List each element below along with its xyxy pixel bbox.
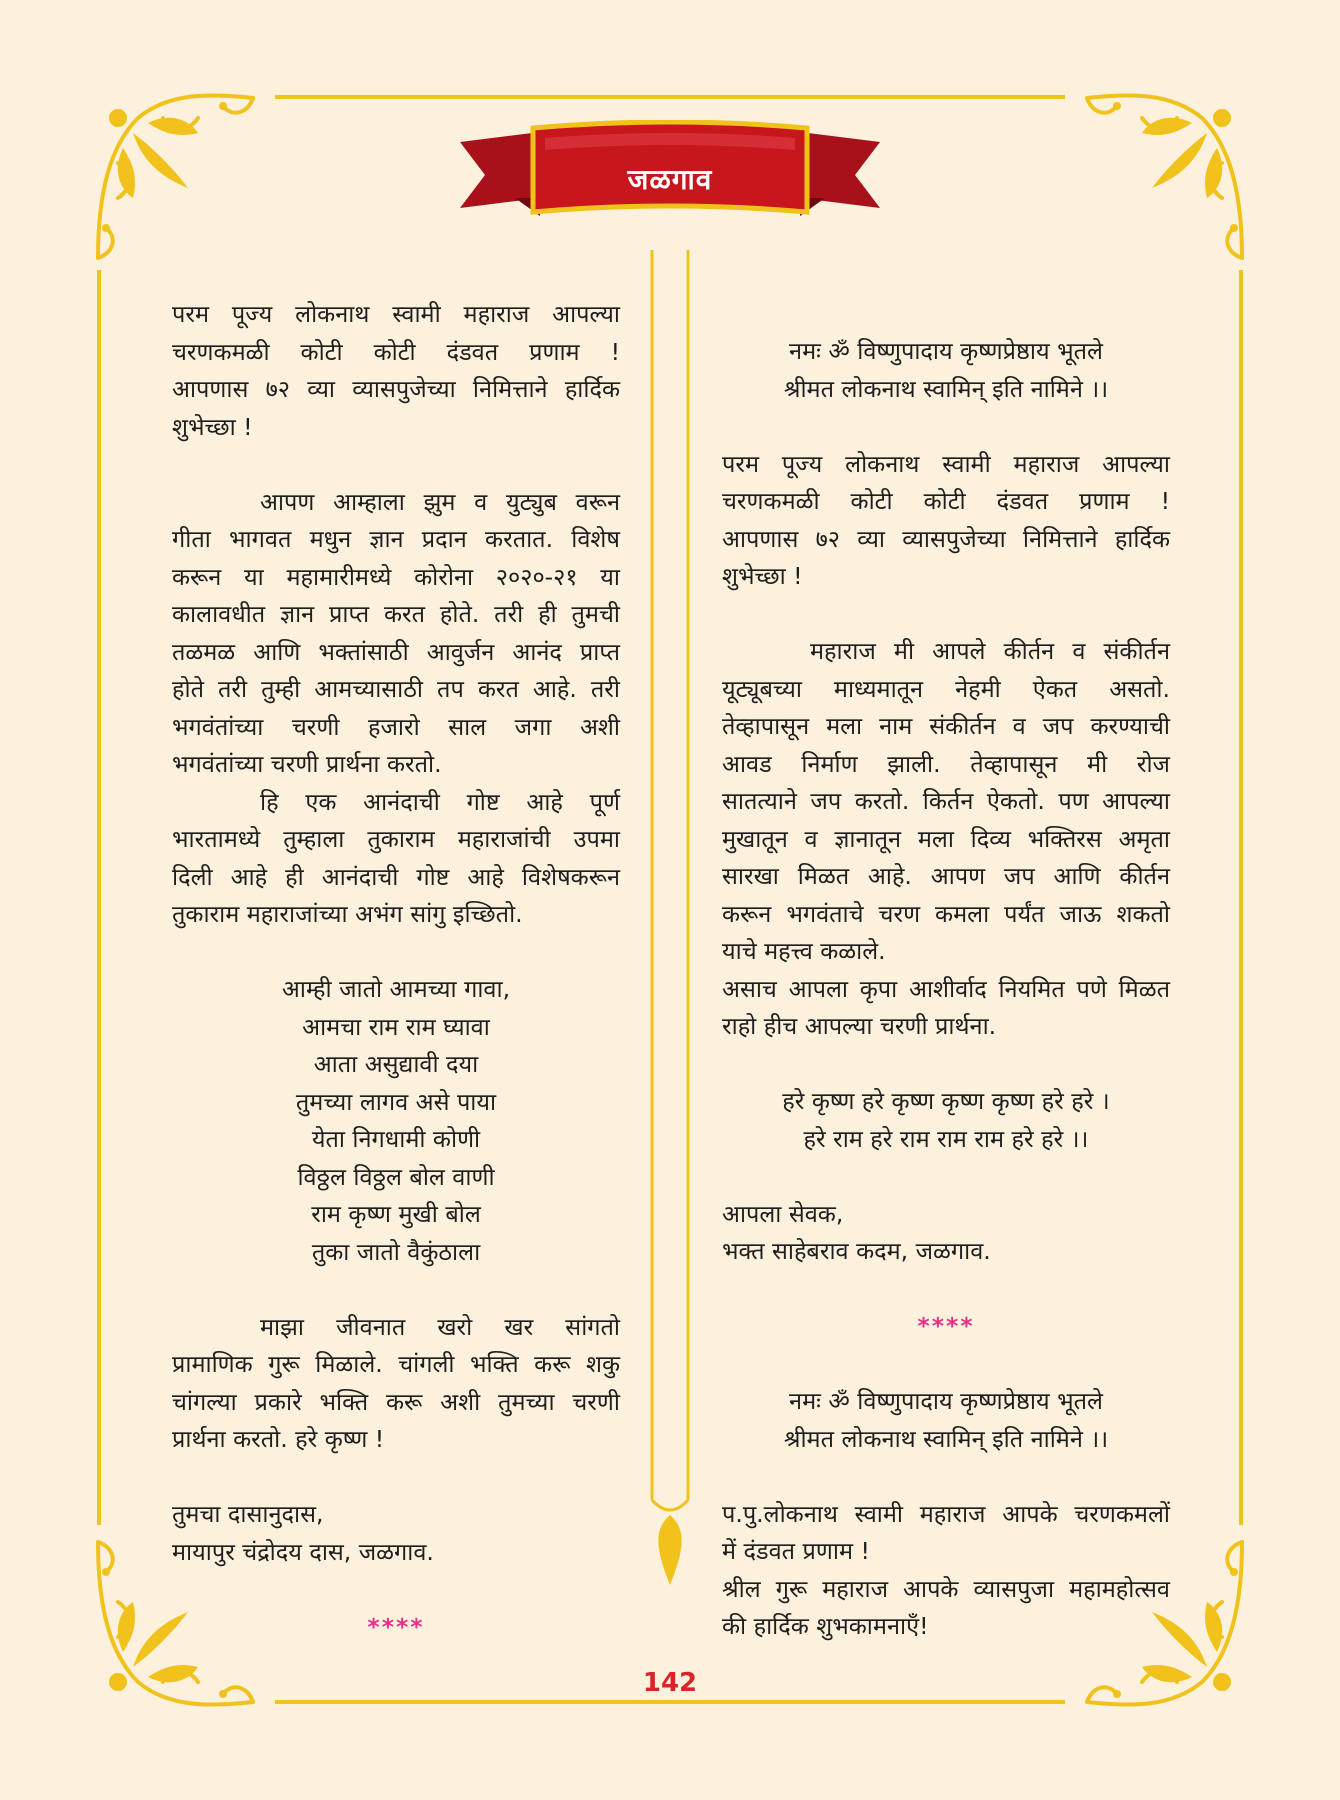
text-line: कालावधीत ज्ञान प्राप्त करत होते. तरी ही तुमची [172,600,620,628]
text-line: आपण आम्हाला झुम व युट्युब वरून [260,487,620,516]
text-line: आपणास ७२ व्या व्यासपुजेच्या निमित्ताने हार्दिक [722,524,1170,553]
text-line: भगवंतांच्या चरणी प्रार्थना करतो. [172,750,442,778]
invocation-line: श्रीमत लोकनाथ स्वामिन् इति नामिने ।। [783,374,1109,403]
text-line: करून या महामारीमध्ये कोरोना २०२०-२१ या [172,562,620,591]
text-line: गीता भागवत मधुन ज्ञान प्रदान करतात. विशेष [172,525,620,553]
text-line: प्रार्थना करतो. हरे कृष्ण ! [172,1425,385,1453]
text-line: में दंडवत प्रणाम ! [722,1537,870,1565]
text-line: श्रील गुरू महाराज आपके व्यासपुजा महामहोत्सव [722,1574,1170,1603]
signature-line: आपला सेवक, [722,1199,844,1228]
right-column [722,333,1170,1646]
text-line: शुभेच्छा ! [722,562,803,590]
section-separator: **** [917,1312,975,1340]
frame-left-line [97,270,101,1525]
text-line: आपणास ७२ व्या व्यासपुजेच्या निमित्ताने हार्दिक [172,375,620,403]
text-line: प.पु.लोकनाथ स्वामी महाराज आपके चरणकमलों [722,1499,1170,1528]
text-line: सातत्याने जप करतो. किर्तन ऐकतो. पण आपल्या [722,787,1170,815]
text-line: तुकाराम महाराजांच्या अभंग सांगु इच्छितो. [172,900,523,928]
text-line: महाराज मी आपले कीर्तन व संकीर्तन [810,637,1170,665]
text-line: माझा जीवनात खरो खर सांगतो [260,1312,620,1341]
signature-line: भक्त साहेबराव कदम, जळगाव. [722,1237,991,1265]
poem-line: आम्ही जातो आमच्या गावा, [281,975,511,1003]
frame-right-line [1239,270,1243,1525]
text-line: सारखा मिळत आहे. आपण जप आणि कीर्तन [722,862,1170,890]
text-line: की हार्दिक शुभकामनाएँ! [722,1612,929,1640]
poem-line: राम कृष्ण मुखी बोल [311,1200,481,1228]
text-line: याचे महत्त्व कळाले. [722,937,886,965]
frame-top-line [275,95,1065,99]
text-line: यूट्यूबच्या माध्यमातून नेहमी ऐकत असतो. [722,674,1170,703]
signature-line: मायापुर चंद्रोदय दास, जळगाव. [172,1537,434,1566]
poem-line: तुमच्या लागव असे पाया [295,1087,497,1116]
text-line: दिली आहे ही आनंदाची गोष्ट आहे विशेषकरून [172,862,620,891]
poem-line: आता असुद्यावी दया [313,1050,479,1078]
text-line: परम पूज्य लोकनाथ स्वामी महाराज आपल्या [172,300,620,328]
poem-line: येता निगधामी कोणी [311,1125,481,1153]
signature-line: तुमचा दासानुदास, [172,1500,324,1528]
text-line: करून भगवंताचे चरण कमला पर्यंत जाऊ शकतो [722,899,1170,928]
text-line: परम पूज्य लोकनाथ स्वामी महाराज आपल्या [722,449,1170,478]
text-line: चरणकमळी कोटी कोटी दंडवत प्रणाम ! [722,487,1170,515]
invocation-line: नमः ॐ विष्णुपादाय कृष्णप्रेष्ठाय भूतले [789,1387,1103,1415]
poem-line: आमचा राम राम घ्यावा [302,1012,490,1041]
text-line: राहो हीच आपल्या चरणी प्रार्थना. [722,1012,997,1040]
mantra-line: हरे कृष्ण हरे कृष्ण कृष्ण कृष्ण हरे हरे । [782,1087,1110,1115]
text-line: चरणकमळी कोटी कोटी दंडवत प्रणाम ! [172,337,620,366]
text-line: प्रामाणिक गुरू मिळाले. चांगली भक्ति करू शकु [172,1350,620,1378]
page-number: 142 [642,1668,698,1698]
text-line: भारतामध्ये तुम्हाला तुकाराम महाराजांची उपमा [172,825,620,853]
text-line: आवड निर्माण झाली. तेव्हापासून मी रोज [722,749,1170,778]
invocation-line: श्रीमत लोकनाथ स्वामिन् इति नामिने ।। [783,1424,1109,1453]
text-line: भगवंतांच्या चरणी हजारो साल जगा अशी [172,712,620,741]
poem-line: विठ्ठल विठ्ठल बोल वाणी [297,1162,495,1191]
text-line: तेव्हापासून मला नाम संकीर्तन व जप करण्याची [722,712,1170,740]
text-line: शुभेच्छा ! [172,412,253,441]
text-line: तळमळ आणि भक्तांसाठी आवुर्जन आनंद प्राप्त [172,637,620,666]
column-divider [642,250,698,1590]
page-title: जळगाव [627,163,713,196]
frame-bottom-line [275,1700,1065,1704]
text-line: असाच आपला कृपा आशीर्वाद नियमित पणे मिळत [722,974,1170,1003]
mantra-line: हरे राम हरे राम राम राम हरे हरे ।। [803,1124,1089,1153]
section-separator: **** [367,1612,425,1641]
poem-line: तुका जातो वैकुंठाला [311,1237,481,1266]
text-line: मुखातून व ज्ञानातून मला दिव्य भक्तिरस अमृता [722,824,1170,853]
invocation-line: नमः ॐ विष्णुपादाय कृष्णप्रेष्ठाय भूतले [789,337,1103,365]
text-line: चांगल्या प्रकारे भक्ति करू अशी तुमच्या चरणी [172,1387,620,1416]
left-column [172,296,620,1646]
text-line: हि एक आनंदाची गोष्ट आहे पूर्ण [260,787,620,816]
text-line: होते तरी तुम्ही आमच्यासाठी तप करत आहे. तरी [172,675,620,703]
